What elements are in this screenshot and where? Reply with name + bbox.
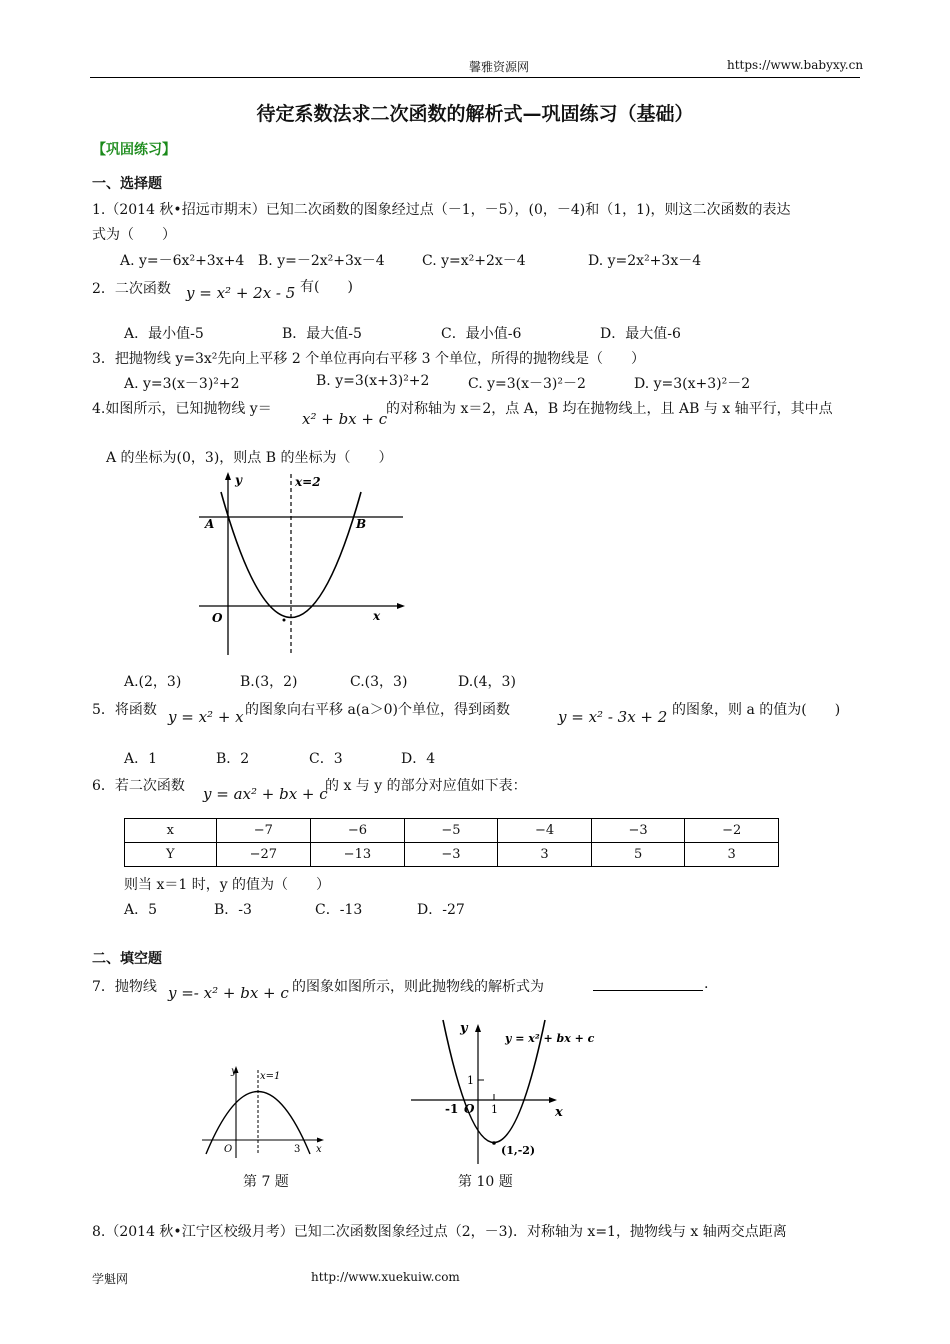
q6-option-c[interactable]: C．-13 xyxy=(315,902,363,918)
q4-option-b[interactable]: B.(3，2) xyxy=(240,674,298,690)
table-cell: −3 xyxy=(404,843,498,867)
q8-stem: 8.（2014 秋•江宁区校级月考）已知二次函数图象经过点（2，－3)．对称轴为 x=1，抛物线与 x 轴两交点距离 xyxy=(92,1224,787,1240)
fig10-neg1-label: -1 xyxy=(445,1102,459,1116)
q5-prefix: 5．将函数 xyxy=(92,702,157,718)
q6-option-b[interactable]: B．-3 xyxy=(214,902,252,918)
q5-option-b[interactable]: B．2 xyxy=(216,751,250,767)
table-cell: −2 xyxy=(685,819,779,843)
fig7-origin-label: O xyxy=(224,1144,233,1155)
table-cell: 5 xyxy=(591,843,685,867)
fig10-origin-label: O xyxy=(464,1102,475,1116)
fig10-equation: y = x² + bx + c xyxy=(505,1032,595,1045)
q5-option-d[interactable]: D．4 xyxy=(401,751,436,767)
fig10-x-label: x xyxy=(555,1105,563,1120)
fig7-axis-label: x=1 xyxy=(260,1071,281,1082)
q4-formula: x² + bx + c xyxy=(302,410,388,428)
fig7-parabola xyxy=(198,1062,328,1162)
table-cell: 3 xyxy=(498,843,592,867)
q5-option-c[interactable]: C．3 xyxy=(309,751,343,767)
fig10-y-arrow xyxy=(475,1024,481,1032)
q4-axis-label: x=2 xyxy=(295,475,321,489)
fig10-caption: 第 10 题 xyxy=(458,1174,513,1190)
q6-option-d[interactable]: D．-27 xyxy=(417,902,465,918)
q4-y-label: y xyxy=(235,473,242,487)
fig10-y-one-label: 1 xyxy=(467,1074,474,1087)
fig10-vertex-dot xyxy=(492,1141,496,1145)
q7-answer-blank[interactable] xyxy=(593,990,703,991)
q1-option-b[interactable]: B. y=－2x²+3x－4 xyxy=(258,253,385,269)
q3-option-a[interactable]: A. y=3(x－3)²+2 xyxy=(124,376,240,392)
q6-suffix: 的 x 与 y 的部分对应值如下表： xyxy=(325,778,527,794)
table-cell: −27 xyxy=(216,843,311,867)
fig7-x-arrow xyxy=(317,1138,324,1143)
q4-option-c[interactable]: C.(3，3) xyxy=(350,674,408,690)
page-title: 待定系数法求二次函数的解析式—巩固练习（基础） xyxy=(256,103,694,125)
q4-prefix: 4.如图所示，已知抛物线 y＝ xyxy=(92,401,272,417)
table-cell: −13 xyxy=(311,843,405,867)
table-cell: −7 xyxy=(216,819,311,843)
q2-option-a[interactable]: A．最小值-5 xyxy=(124,326,204,342)
table-cell: 3 xyxy=(685,843,779,867)
q5-middle: 的图象向右平移 a(a＞0)个单位，得到函数 xyxy=(245,702,510,718)
q3-option-d[interactable]: D. y=3(x+3)²－2 xyxy=(634,376,751,392)
q2-option-c[interactable]: C．最小值-6 xyxy=(441,326,522,342)
table-cell: −4 xyxy=(498,819,592,843)
header-site: 馨雅资源网 xyxy=(469,60,530,74)
q2-suffix: 有( ) xyxy=(300,279,353,295)
table-row xyxy=(125,819,779,843)
section-tag: 【巩固练习】 xyxy=(92,142,176,158)
fig10-vertex-label: (1,-2) xyxy=(501,1144,536,1157)
q4-y-arrow xyxy=(225,472,231,480)
fig7-y-label: y xyxy=(231,1066,237,1077)
q4-point-a-label: A xyxy=(205,517,215,531)
q4-x-label: x xyxy=(373,609,381,623)
fig10-parabola xyxy=(405,1018,620,1168)
q1-option-a[interactable]: A. y=－6x²+3x+4 xyxy=(120,253,245,269)
q3-stem: 3．把抛物线 y=3x²先向上平移 2 个单位再向右平移 3 个单位，所得的抛物线是（ ） xyxy=(92,351,646,367)
q2-option-d[interactable]: D．最大值-6 xyxy=(600,326,681,342)
q4-x-arrow xyxy=(397,603,405,609)
table-cell: −3 xyxy=(591,819,685,843)
q2-formula: y = x² + 2x - 5 xyxy=(186,284,296,302)
q4-point-b-label: B xyxy=(356,517,367,531)
fig10-y-label: y xyxy=(460,1021,468,1036)
table-cell: x xyxy=(125,819,217,843)
q1-stem-line1: 1.（2014 秋•招远市期末）已知二次函数的图象经过点（－1，－5），(0，－4)和（1，1)，则这二次函数的表达 xyxy=(92,202,791,218)
table-cell: −5 xyxy=(404,819,498,843)
q6-value-table xyxy=(124,818,779,867)
q6-option-a[interactable]: A．5 xyxy=(124,902,158,918)
q1-option-c[interactable]: C. y=x²+2x－4 xyxy=(422,253,526,269)
header-url[interactable]: https://www.babyxy.cn xyxy=(727,58,864,72)
q5-option-a[interactable]: A．1 xyxy=(124,751,158,767)
fig7-caption: 第 7 题 xyxy=(243,1174,289,1190)
q3-option-b[interactable]: B. y=3(x+3)²+2 xyxy=(316,373,430,389)
q2-option-b[interactable]: B．最大值-5 xyxy=(282,326,362,342)
footer-url[interactable]: http://www.xuekuiw.com xyxy=(311,1270,460,1284)
fig7-three-label: 3 xyxy=(294,1144,301,1155)
q6-stem-after: 则当 x＝1 时，y 的值为（ ） xyxy=(124,877,331,893)
q2-prefix: 2．二次函数 xyxy=(92,281,171,297)
q4-option-d[interactable]: D.(4，3) xyxy=(458,674,516,690)
q7-suffix: 的图象如图所示，则此抛物线的解析式为 xyxy=(292,979,544,995)
q7-formula: y =- x² + bx + c xyxy=(168,984,289,1002)
table-row xyxy=(125,843,779,867)
q5-formula-1: y = x² + x xyxy=(168,708,244,726)
q7-prefix: 7．抛物线 xyxy=(92,979,157,995)
q5-suffix: 的图象，则 a 的值为( ) xyxy=(672,702,841,718)
q4-vertex-dot xyxy=(283,619,286,622)
q7-end-period: . xyxy=(704,976,709,992)
q4-suffix: 的对称轴为 x＝2，点 A，B 均在抛物线上，且 AB 与 x 轴平行，其中点 xyxy=(386,401,833,417)
table-cell: −6 xyxy=(311,819,405,843)
q6-formula: y = ax² + bx + c xyxy=(203,785,328,803)
q5-formula-2: y = x² - 3x + 2 xyxy=(558,708,668,726)
q6-prefix: 6．若二次函数 xyxy=(92,778,185,794)
q4-parabola-figure xyxy=(195,470,420,660)
q1-stem-line2: 式为（ ） xyxy=(92,227,176,243)
footer-site: 学魁网 xyxy=(92,1272,129,1286)
q4-origin-label: O xyxy=(212,611,223,625)
fig10-x-arrow xyxy=(549,1097,557,1103)
q3-option-c[interactable]: C. y=3(x－3)²－2 xyxy=(468,376,586,392)
q1-option-d[interactable]: D. y=2x²+3x－4 xyxy=(588,253,702,269)
section-choice-heading: 一、选择题 xyxy=(92,176,162,192)
table-cell: Y xyxy=(125,843,217,867)
fig7-x-label: x xyxy=(316,1144,322,1155)
fig10-x-one-label: 1 xyxy=(491,1103,498,1116)
header-rule xyxy=(90,77,860,78)
q4-option-a[interactable]: A.(2，3) xyxy=(124,674,182,690)
q4-stem-line2: A 的坐标为(0，3)，则点 B 的坐标为（ ） xyxy=(106,450,393,466)
section-fill-heading: 二、填空题 xyxy=(92,951,162,967)
